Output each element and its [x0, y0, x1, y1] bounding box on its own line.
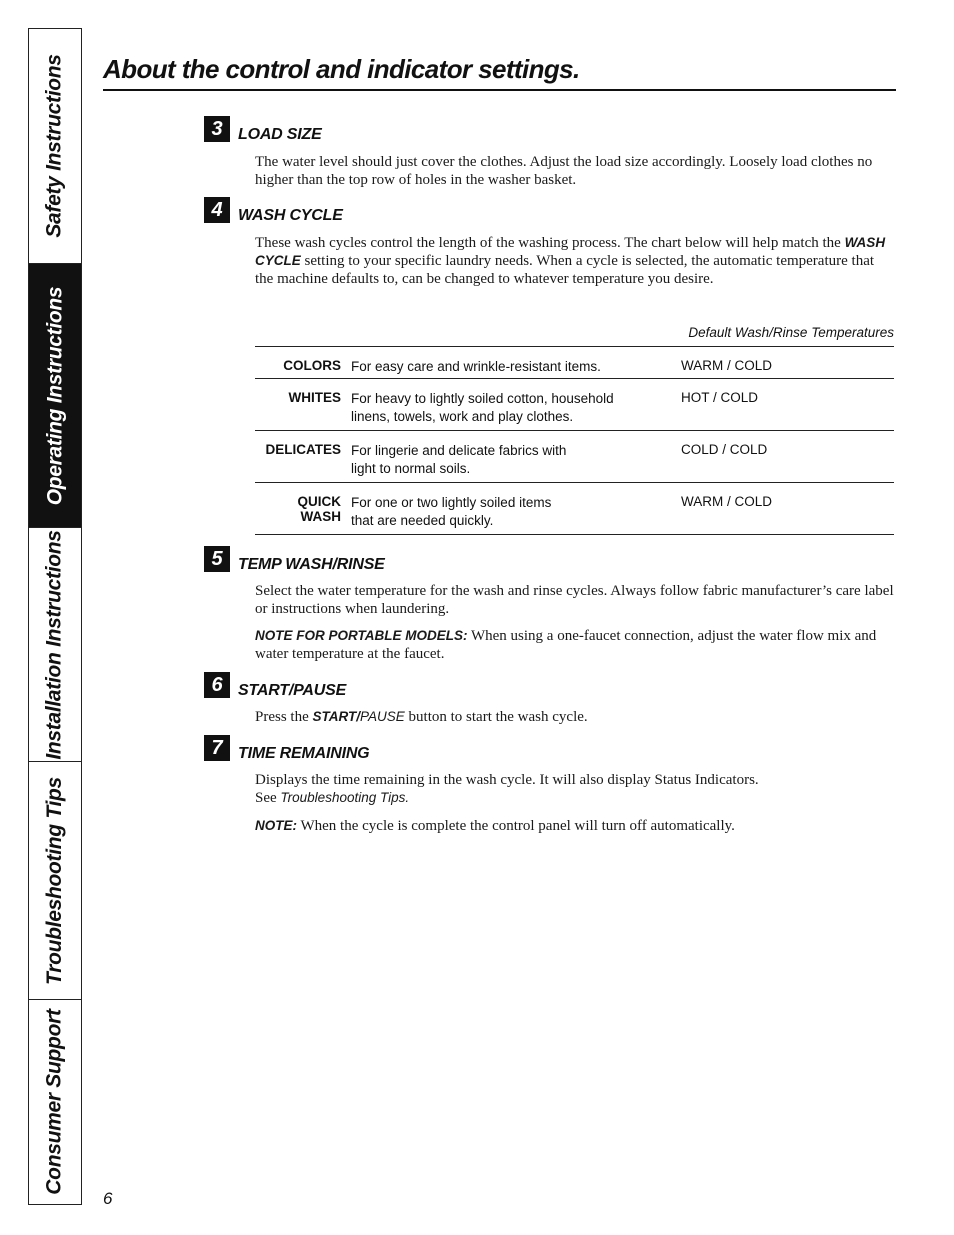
start-text — [255, 708, 895, 726]
temp-note — [255, 627, 895, 663]
wash-cycle-table — [255, 346, 894, 535]
time-note — [255, 817, 895, 835]
text-run: button to start the wash cycle. — [408, 709, 588, 725]
tab-label: Operating Instructions — [43, 286, 66, 505]
table-row — [255, 431, 894, 483]
tab-safety-instructions[interactable] — [29, 29, 81, 263]
wash-cycle-text — [255, 234, 895, 288]
table-row — [255, 483, 894, 535]
cycle-temperature: WARM / COLD — [681, 358, 772, 373]
note-text: When the cycle is complete the control panel will turn off automatically. — [300, 818, 735, 834]
section-heading-time-remaining: TIME REMAINING — [238, 745, 370, 762]
text-run: See — [255, 790, 277, 806]
wash-cycle-term: WASH CYCLE — [255, 235, 886, 268]
tab-installation-instructions[interactable] — [29, 527, 81, 761]
tab-label: Consumer Support — [43, 1009, 66, 1195]
pause-term: PAUSE — [360, 709, 405, 724]
side-tab-strip — [28, 28, 82, 1205]
section-number-badge: 3 — [204, 116, 230, 142]
section-number-badge: 5 — [204, 546, 230, 572]
section-heading-start-pause: START/PAUSE — [238, 682, 347, 699]
load-size-text: The water level should just cover the clothes. Adjust the load size accordingly. Loosely load clothes no higher than the top row of holes in the washer basket. — [255, 154, 873, 188]
tab-label: Safety Instructions — [43, 54, 66, 238]
note-label: NOTE: — [255, 818, 297, 833]
cycle-description: For lingerie and delicate fabrics with light to normal soils. — [351, 443, 567, 476]
section-heading-wash-cycle: WASH CYCLE — [238, 207, 343, 224]
cycle-name: WHITES — [288, 390, 341, 405]
cycle-description: For easy care and wrinkle-resistant items. — [351, 359, 601, 374]
section-number-badge: 4 — [204, 197, 230, 223]
cycle-name: QUICK WASH — [297, 494, 341, 524]
table-caption: Default Wash/Rinse Temperatures — [688, 325, 894, 340]
time-text — [255, 771, 895, 807]
cycle-name: DELICATES — [265, 442, 341, 457]
section-number-badge: 6 — [204, 672, 230, 698]
text-run: Press the — [255, 709, 309, 725]
text-run: setting to your specific laundry needs. When a cycle is selected, the automatic temperature that the machine defaults to, can be changed to whatever temperature you desire. — [255, 253, 875, 287]
cycle-description: For one or two lightly soiled items that are needed quickly. — [351, 495, 552, 528]
section-heading-temp-wash-rinse: TEMP WASH/RINSE — [238, 556, 385, 573]
tab-operating-instructions[interactable] — [29, 263, 81, 527]
table-row — [255, 347, 894, 379]
section-number-badge: 7 — [204, 735, 230, 761]
troubleshooting-reference: Troubleshooting Tips. — [280, 790, 410, 805]
cycle-temperature: WARM / COLD — [681, 494, 772, 509]
temp-text: Select the water temperature for the wash and rinse cycles. Always follow fabric manufacturer’s care label or instructions when laundering. — [255, 583, 894, 617]
note-text: When using a one-faucet connection, adjust the water flow mix and water temperature at the faucet. — [255, 628, 877, 662]
page-title: About the control and indicator settings. — [103, 54, 896, 91]
cycle-temperature: COLD / COLD — [681, 442, 768, 457]
tab-consumer-support[interactable] — [29, 999, 81, 1204]
tab-label: Installation Instructions — [43, 529, 67, 760]
cycle-name: COLORS — [283, 358, 341, 373]
tab-troubleshooting-tips[interactable] — [29, 761, 81, 999]
section-heading-load-size: LOAD SIZE — [238, 126, 322, 143]
text-run: Displays the time remaining in the wash cycle. It will also display Status Indicators. — [255, 772, 759, 788]
table-row — [255, 379, 894, 431]
note-label: NOTE FOR PORTABLE MODELS: — [255, 628, 468, 643]
tab-label: Troubleshooting Tips — [43, 776, 67, 985]
text-run: These wash cycles control the length of the washing process. The chart below will help match the — [255, 235, 841, 251]
start-term: START/ — [312, 709, 361, 724]
cycle-description: For heavy to lightly soiled cotton, household linens, towels, work and play clothes. — [351, 391, 614, 424]
page-number: 6 — [103, 1189, 113, 1208]
cycle-temperature: HOT / COLD — [681, 390, 759, 405]
